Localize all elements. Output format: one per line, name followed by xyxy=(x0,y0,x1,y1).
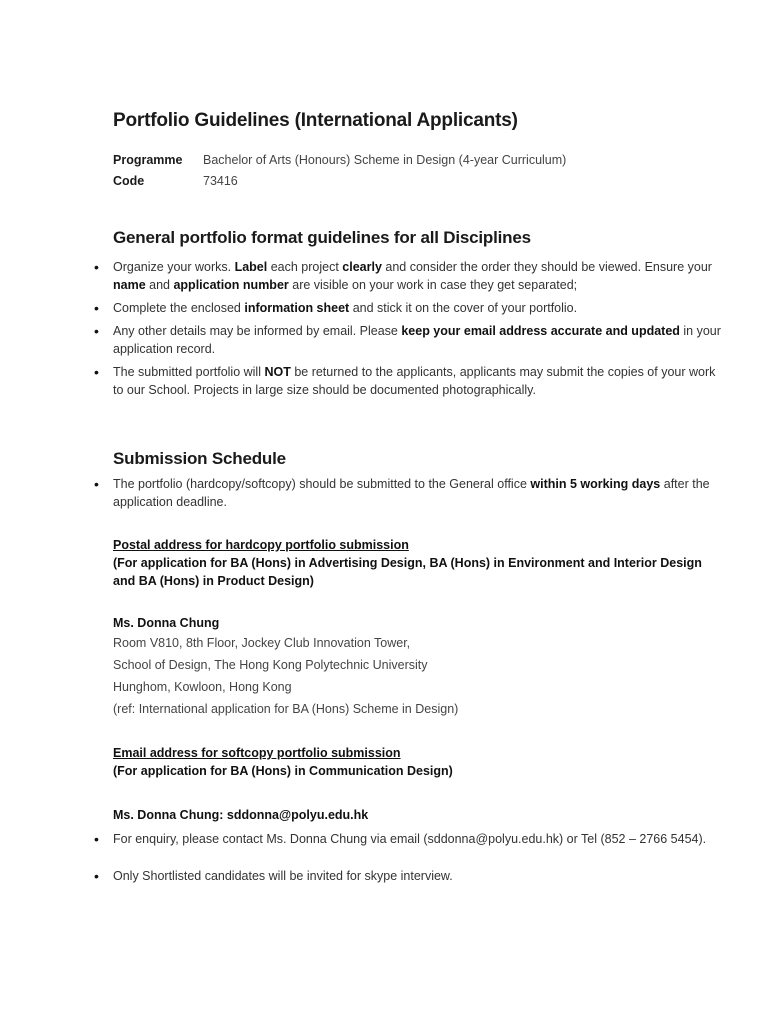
enquiry-note: For enquiry, please contact Ms. Donna Chung via email (sddonna@polyu.edu.hk) or Tel (852 – 2766 5454). xyxy=(113,832,707,846)
programme-value: Bachelor of Arts (Honours) Scheme in Design (4-year Curriculum) xyxy=(203,153,567,167)
bold-text: clearly xyxy=(342,260,382,274)
text: The portfolio (hardcopy/softcopy) should be submitted to the General office xyxy=(113,477,531,491)
interview-note: Only Shortlisted candidates will be invited for skype interview. xyxy=(113,869,453,883)
code-label: Code xyxy=(113,174,145,188)
general-guidelines-heading: General portfolio format guidelines for all Disciplines xyxy=(113,228,531,247)
list-item xyxy=(94,258,723,294)
text: Complete the enclosed xyxy=(113,301,245,315)
text: Organize your works. xyxy=(113,260,235,274)
notes-list xyxy=(94,830,723,885)
list-item xyxy=(94,322,723,358)
postal-address-block xyxy=(113,536,723,720)
list-item xyxy=(94,830,723,848)
page-title: Portfolio Guidelines (International Applicants) xyxy=(113,110,518,131)
code-value: 73416 xyxy=(203,174,238,188)
text: and xyxy=(145,278,174,292)
postal-contact-name: Ms. Donna Chung xyxy=(113,616,220,630)
text: in your application record. xyxy=(113,324,721,356)
text: each project xyxy=(267,260,343,274)
postal-applies-to: (For application for BA (Hons) in Advertising Design, BA (Hons) in Environment and Interior Design and BA (Hons) in Product Design) xyxy=(113,556,702,588)
address-line: (ref: International application for BA (Hons) Scheme in Design) xyxy=(113,702,459,716)
address-line: Hunghom, Kowloon, Hong Kong xyxy=(113,680,292,694)
bold-text: application number xyxy=(173,278,289,292)
code-row xyxy=(113,171,723,192)
bullet-icon: • xyxy=(94,259,99,275)
postal-address-heading: Postal address for hardcopy portfolio submission xyxy=(113,538,409,552)
text: after the application deadline. xyxy=(113,477,710,509)
submission-schedule-section xyxy=(94,449,723,885)
list-item xyxy=(94,299,723,317)
bold-text: NOT xyxy=(264,365,291,379)
general-guidelines-section xyxy=(94,228,723,399)
text: are visible on your work in case they get separated; xyxy=(288,278,578,292)
bold-text: Label xyxy=(234,260,268,274)
bullet-icon: • xyxy=(94,868,99,884)
bold-text: keep your email address accurate and updated xyxy=(401,324,680,338)
email-address-block xyxy=(113,744,723,824)
programme-label: Programme xyxy=(113,153,183,167)
text: and stick it on the cover of your portfolio. xyxy=(349,301,578,315)
text: and consider the order they should be viewed. Ensure your xyxy=(381,260,712,274)
email-contact: Ms. Donna Chung: sddonna@polyu.edu.hk xyxy=(113,808,369,822)
email-applies-to: (For application for BA (Hons) in Communication Design) xyxy=(113,764,453,778)
text: The submitted portfolio will xyxy=(113,365,265,379)
bold-text: name xyxy=(113,278,146,292)
programme-meta xyxy=(113,150,723,192)
programme-row xyxy=(113,150,723,171)
list-item xyxy=(94,363,723,399)
text: Any other details may be informed by email. Please xyxy=(113,324,402,338)
bold-text: information sheet xyxy=(244,301,350,315)
bullet-icon: • xyxy=(94,364,99,380)
bullet-icon: • xyxy=(94,831,99,847)
address-line: School of Design, The Hong Kong Polytechnic University xyxy=(113,658,428,672)
bullet-icon: • xyxy=(94,300,99,316)
bold-text: within 5 working days xyxy=(530,477,661,491)
general-guidelines-list xyxy=(94,258,723,399)
address-line: Room V810, 8th Floor, Jockey Club Innovation Tower, xyxy=(113,636,411,650)
document-page xyxy=(94,110,723,904)
list-item xyxy=(94,475,723,511)
bullet-icon: • xyxy=(94,323,99,339)
bullet-icon: • xyxy=(94,476,99,492)
submission-schedule-heading: Submission Schedule xyxy=(113,449,286,468)
text: be returned to the applicants, applicants may submit the copies of your work to our School. Projects in large size should be documented photographically. xyxy=(113,365,716,397)
email-address-heading: Email address for softcopy portfolio submission xyxy=(113,746,401,760)
list-item xyxy=(94,867,723,885)
schedule-list xyxy=(94,475,723,511)
